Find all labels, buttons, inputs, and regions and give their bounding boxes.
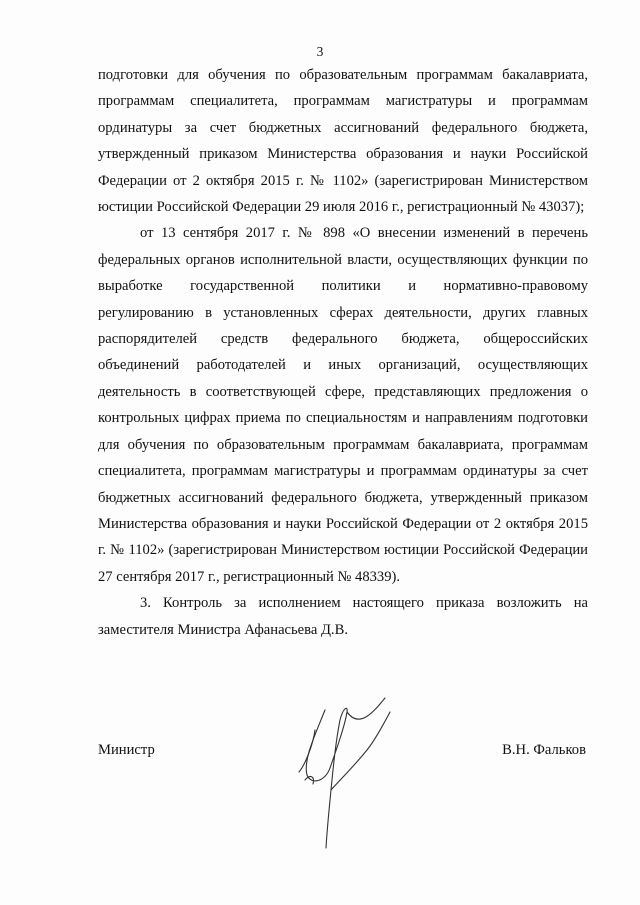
document-body — [98, 62, 588, 643]
page-number: 3 — [316, 44, 324, 59]
paragraph-order-898: от 13 сентября 2017 г. № 898 «О внесении изменений в перечень федеральных органов исполнительной власти, осуществляющих функции по выработке государственной политики и нормативно-правовому регулированию в установленных сферах деятельности, других главных распорядителей средств федерального бюджета, общероссийских объединений работодателей и иных организаций, осуществляющих деятельность в соответствующей сфере, представляющих предложения о контрольных цифрах приема по специальностям и направлениям подготовки для обучения по образовательным программам бакалавриата, программам специалитета, программам магистратуры и программам ординатуры за счет бюджетных ассигнований федерального бюджета, утвержденный приказом Министерства образования и науки Российской Федерации от 2 октября 2015 г. № 1102» (зарегистрирован Министерством юстиции Российской Федерации 27 сентября 2017 г., регистрационный № 48339). — [98, 225, 588, 585]
paragraph-control-clause: 3. Контроль за исполнением настоящего приказа возложить на заместителя Министра Афанасьева Д.В. — [98, 595, 588, 638]
signatory-name: В.Н. Фальков — [502, 742, 586, 758]
handwritten-signature — [285, 690, 415, 860]
paragraph-continuation: подготовки для обучения по образовательным программам бакалавриата, программам специалитета, программам магистратуры и программам ординатуры за счет бюджетных ассигнований федерального бюджета, утвержденный приказом Министерства образования и науки Российской Федерации от 2 октября 2015 г. № 1102» (зарегистрирован Министерством юстиции Российской Федерации 29 июля 2016 г., регистрационный № 43037); — [98, 67, 588, 216]
signatory-title: Министр — [98, 742, 155, 758]
